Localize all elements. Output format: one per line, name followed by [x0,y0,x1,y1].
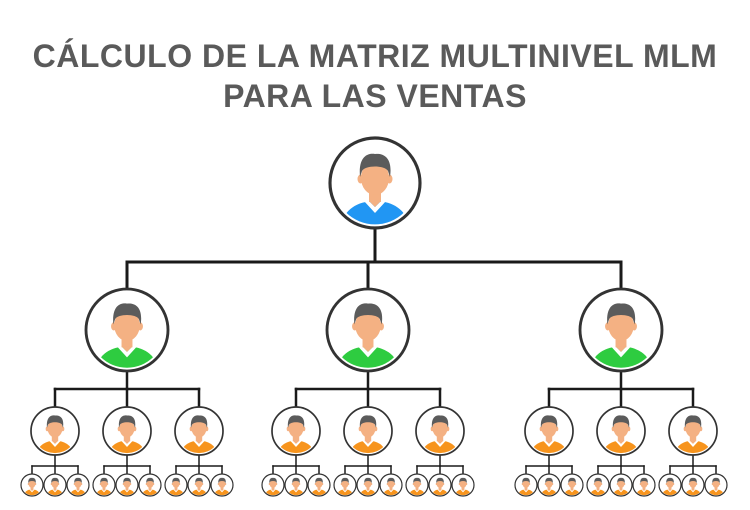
member-node-level-4 [610,474,632,500]
member-node-level-4 [21,474,43,500]
member-node-level-3 [597,407,645,464]
member-node-level-4 [334,474,356,500]
member-node-level-4 [357,474,379,500]
member-node-level-4 [116,474,138,500]
member-node-level-3 [416,407,464,464]
member-node-level-4 [659,474,681,500]
title-line-1: CÁLCULO DE LA MATRIZ MULTINIVEL MLM [32,38,718,74]
member-node-level-4 [429,474,451,500]
member-node-level-3 [103,407,151,464]
member-node-level-4 [139,474,161,500]
member-node-level-4 [705,474,727,500]
member-node-level-4 [682,474,704,500]
member-node-level-4 [165,474,187,500]
member-node-level-3 [525,407,573,464]
member-node-level-4 [67,474,89,500]
member-node-level-2 [327,289,409,386]
member-node-level-4 [452,474,474,500]
member-node-level-4 [285,474,307,500]
member-node-level-3 [272,407,320,464]
member-node-level-4 [587,474,609,500]
member-node-level-4 [538,474,560,500]
member-node-level-4 [262,474,284,500]
member-node-level-4 [308,474,330,500]
member-node-level-2 [86,289,168,386]
member-node-level-3 [31,407,79,464]
member-node-level-4 [93,474,115,500]
member-node-level-4 [561,474,583,500]
member-node-level-4 [44,474,66,500]
member-node-level-4 [380,474,402,500]
member-node-level-4 [211,474,233,500]
member-node-level-3 [669,407,717,464]
member-node-level-4 [406,474,428,500]
member-node-level-3 [344,407,392,464]
tree-nodes [21,138,727,500]
member-node-level-4 [515,474,537,500]
title-line-2: PARA LAS VENTAS [223,78,527,114]
member-node-level-4 [188,474,210,500]
member-node-level-3 [175,407,223,464]
member-node-level-1 [330,138,420,245]
member-node-level-2 [580,289,662,386]
member-node-level-4 [633,474,655,500]
